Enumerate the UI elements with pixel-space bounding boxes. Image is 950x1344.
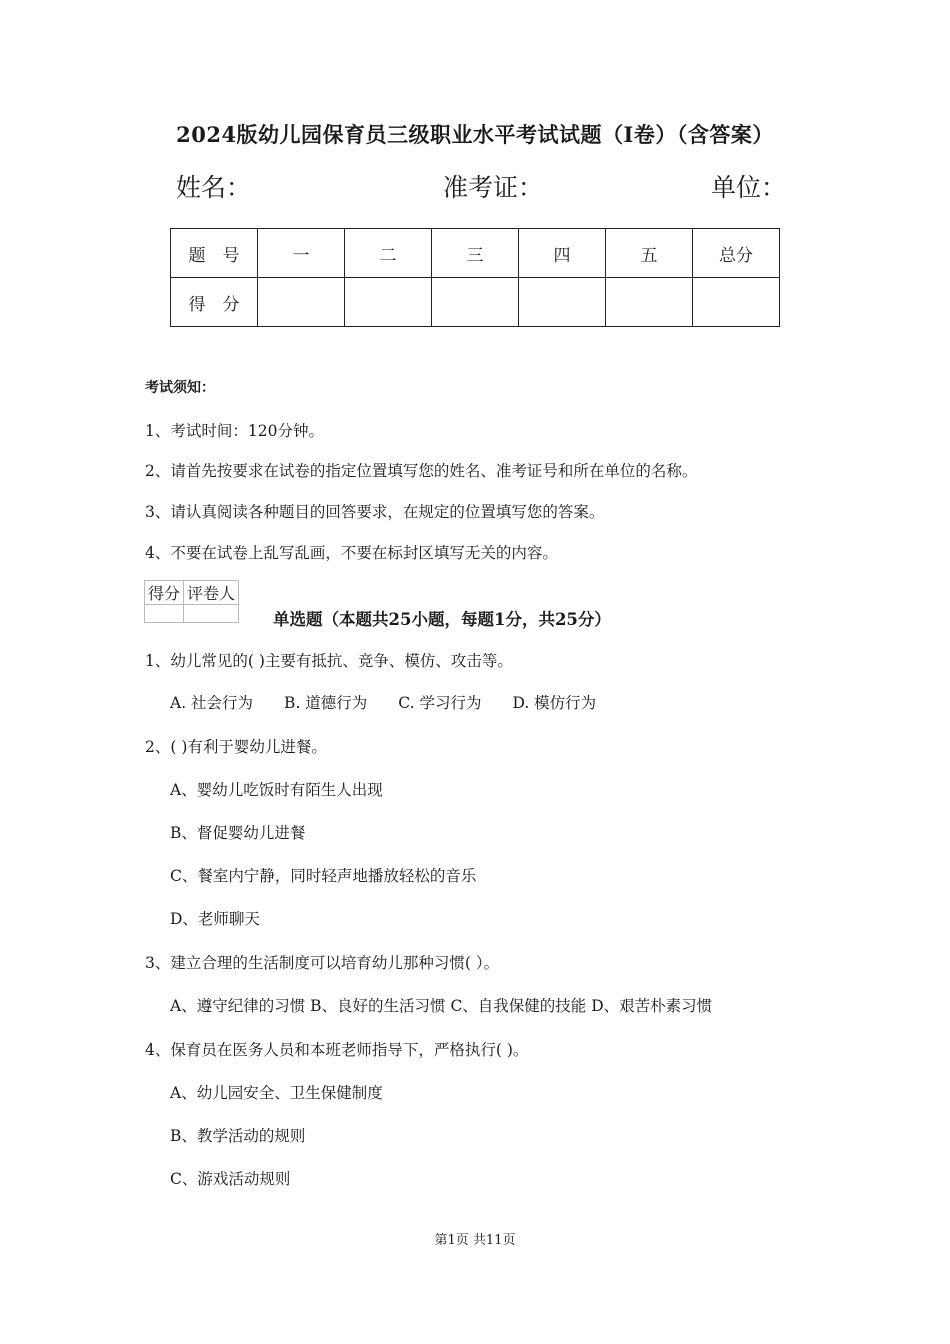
grader-name-cell (184, 605, 239, 623)
question-stem: 1、幼儿常见的( )主要有抵抗、竞争、模仿、攻击等。 (145, 652, 513, 670)
question-option: B、教学活动的规则 (170, 1127, 306, 1145)
question-stem: 3、建立合理的生活制度可以培育幼儿那种习惯( ）。 (145, 954, 500, 972)
grader-score-label: 得分 (145, 581, 184, 605)
question-option: A、幼儿园安全、卫生保健制度 (170, 1084, 383, 1102)
question-option: A. 社会行为 B. 道德行为 C. 学习行为 D. 模仿行为 (170, 694, 597, 712)
score-cell (432, 278, 519, 327)
score-table-header-cell: 总分 (693, 229, 780, 278)
exam-title: 2024版幼儿园保育员三级职业水平考试试题（I卷）（含答案） (176, 122, 774, 147)
notice-item: 2、请首先按要求在试卷的指定位置填写您的姓名、准考证号和所在单位的名称。 (145, 462, 698, 480)
score-cell (693, 278, 780, 327)
exam-id-label: 准考证： (443, 173, 544, 202)
question-stem: 2、( )有利于婴幼儿进餐。 (145, 738, 327, 756)
score-cell (258, 278, 345, 327)
score-table-header-cell: 题 号 (171, 229, 258, 278)
score-cell (345, 278, 432, 327)
score-table-header-row (171, 229, 780, 278)
notice-item: 4、不要在试卷上乱写乱画，不要在标封区填写无关的内容。 (145, 544, 558, 562)
unit-label: 单位： (711, 173, 787, 202)
grader-box-blank-row (145, 605, 239, 623)
question-option: B、督促婴幼儿进餐 (170, 824, 306, 842)
score-table-header-cell: 四 (519, 229, 606, 278)
notice-item: 1、考试时间：120分钟。 (145, 422, 324, 440)
grader-name-label: 评卷人 (184, 581, 239, 605)
score-cell (606, 278, 693, 327)
question-option: D、老师聊天 (170, 910, 260, 928)
name-label: 姓名： (176, 173, 252, 202)
question-option: C、餐室内宁静，同时轻声地播放轻松的音乐 (170, 867, 477, 885)
score-table-score-row (171, 278, 780, 327)
score-table-header-cell: 一 (258, 229, 345, 278)
grader-box (144, 580, 239, 623)
question-stem: 4、保育员在医务人员和本班老师指导下，严格执行( )。 (145, 1041, 529, 1059)
grader-score-cell (145, 605, 184, 623)
score-table (170, 228, 780, 327)
score-cell (519, 278, 606, 327)
question-option: C、游戏活动规则 (170, 1170, 291, 1188)
notice-heading: 考试须知： (145, 380, 215, 396)
score-table-header-cell: 三 (432, 229, 519, 278)
notice-item: 3、请认真阅读各种题目的回答要求，在规定的位置填写您的答案。 (145, 503, 605, 521)
score-row-label: 得 分 (171, 278, 258, 327)
question-option: A、婴幼儿吃饭时有陌生人出现 (170, 781, 383, 799)
grader-box-header (145, 581, 239, 605)
section-title: 单选题（本题共25小题，每题1分，共25分） (273, 610, 611, 629)
question-option: A、遵守纪律的习惯 B、良好的生活习惯 C、自我保健的技能 D、艰苦朴素习惯 (170, 997, 713, 1015)
score-table-header-cell: 二 (345, 229, 432, 278)
page-footer: 第1页 共11页 (434, 1233, 516, 1248)
score-table-header-cell: 五 (606, 229, 693, 278)
